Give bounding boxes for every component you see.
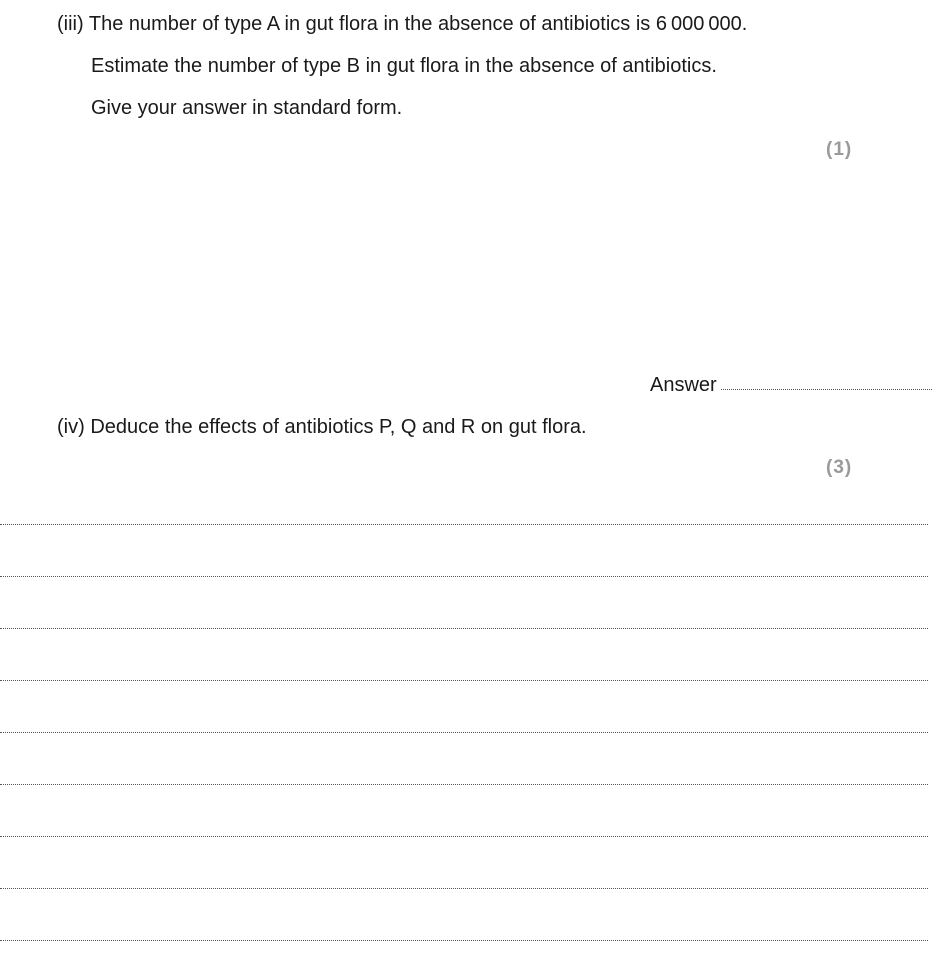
question-iv-marks: (3) <box>826 457 853 478</box>
question-iii-marks: (1) <box>826 139 853 160</box>
writing-line[interactable] <box>0 940 928 941</box>
question-iv-text-1: Deduce the effects of antibiotics P, Q and R on gut flora. <box>90 416 587 438</box>
question-iii-line-2: Estimate the number of type B in gut flora in the absence of antibiotics. <box>91 55 717 77</box>
question-iv-line-1 <box>57 415 587 439</box>
writing-line[interactable] <box>0 784 928 785</box>
writing-line[interactable] <box>0 576 928 577</box>
question-iii-label: (iii) <box>57 13 84 35</box>
writing-line[interactable] <box>0 680 928 681</box>
writing-line[interactable] <box>0 732 928 733</box>
question-iii-line-3: Give your answer in standard form. <box>91 97 403 119</box>
answer-line[interactable] <box>721 389 932 390</box>
answer-label: Answer <box>650 374 717 396</box>
question-iii-text-1: The number of type A in gut flora in the absence of antibiotics is 6 000 000. <box>88 13 748 35</box>
writing-line[interactable] <box>0 888 928 889</box>
question-iv-label: (iv) <box>57 416 85 438</box>
question-iii-line-1 <box>57 12 747 36</box>
writing-line[interactable] <box>0 524 928 525</box>
writing-line[interactable] <box>0 628 928 629</box>
writing-line[interactable] <box>0 836 928 837</box>
